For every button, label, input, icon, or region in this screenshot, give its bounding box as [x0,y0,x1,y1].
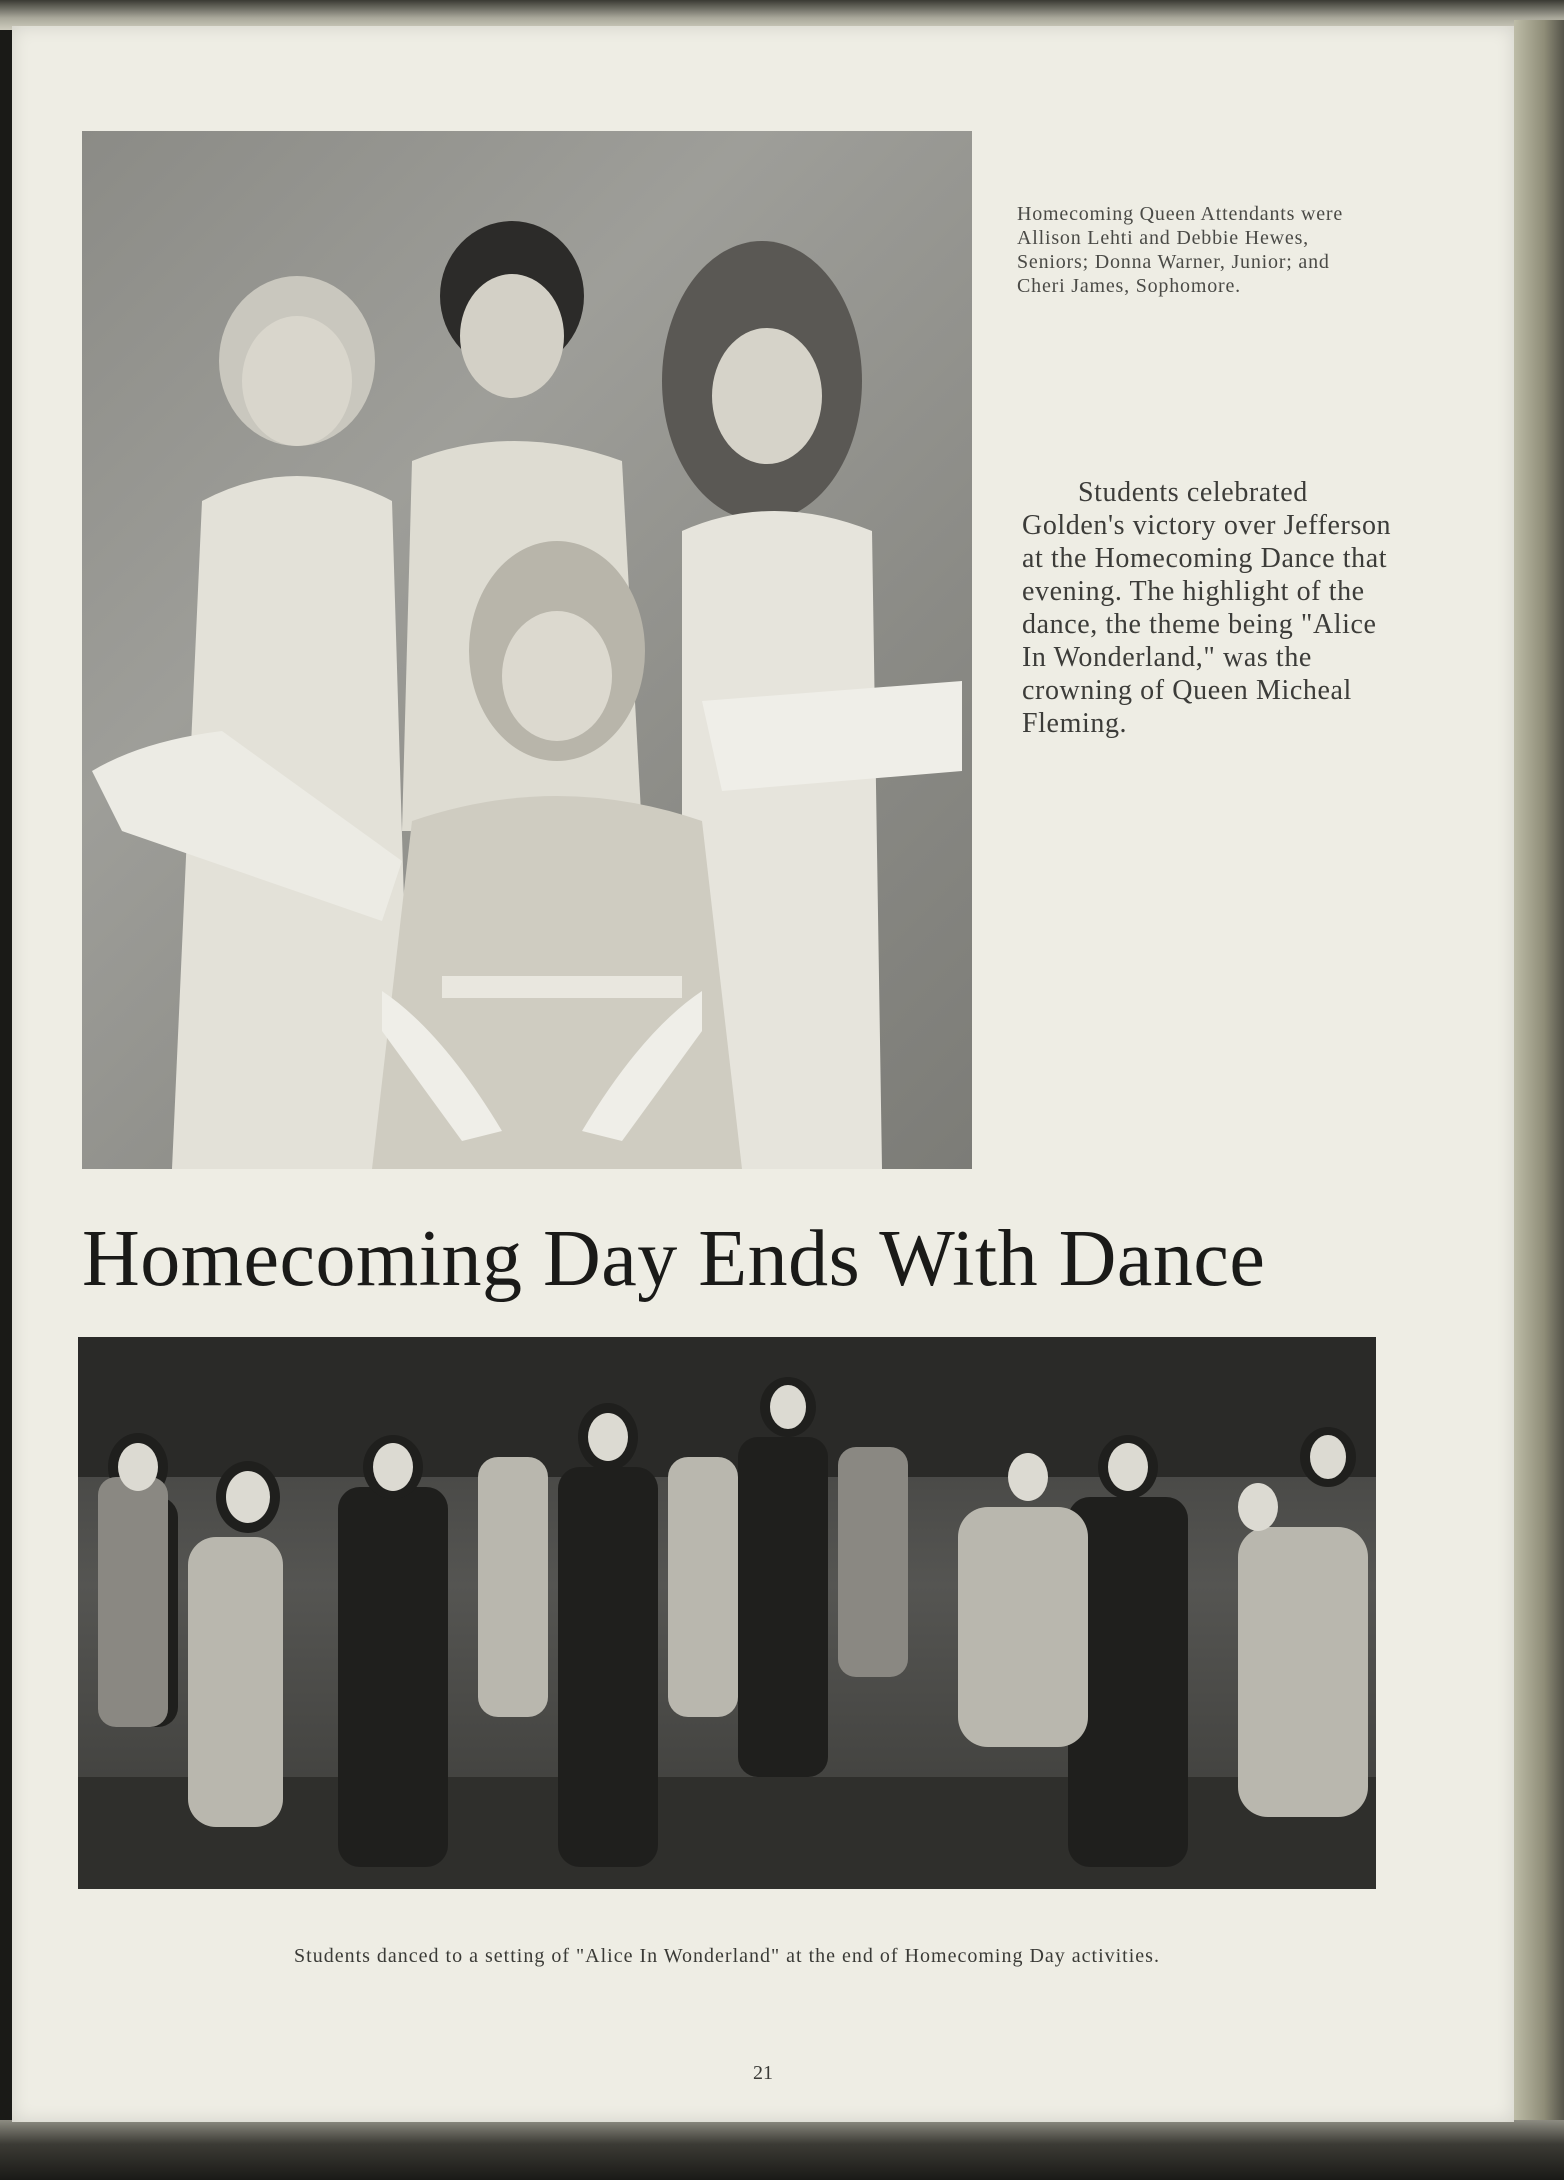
story-text: Students celebrated Golden's victory over Jefferson at the Homecoming Dance that evening. The highlight of the dance, the theme being "Alice In Wonderland," was the crowning of Queen Micheal Fleming. [1022,477,1392,739]
scan-edge-right [1514,20,1564,2130]
page-number: 21 [753,2062,773,2084]
yearbook-page [12,26,1514,2122]
attendants-photo-illustration [82,131,972,1169]
attendants-caption: Homecoming Queen Attendants were Allison Lehti and Debbie Hewes, Seniors; Donna Warner, Junior; and Cheri James, Sophomore. [1017,203,1344,297]
dance-photo-illustration [78,1337,1376,1889]
scan-edge-bottom [0,2120,1564,2180]
dance-photo [78,1337,1376,1889]
attendants-photo [82,131,972,1169]
headline: Homecoming Day Ends With Dance [82,1215,1266,1303]
dance-caption: Students danced to a setting of "Alice In Wonderland" at the end of Homecoming Day activities. [294,1945,1160,1967]
